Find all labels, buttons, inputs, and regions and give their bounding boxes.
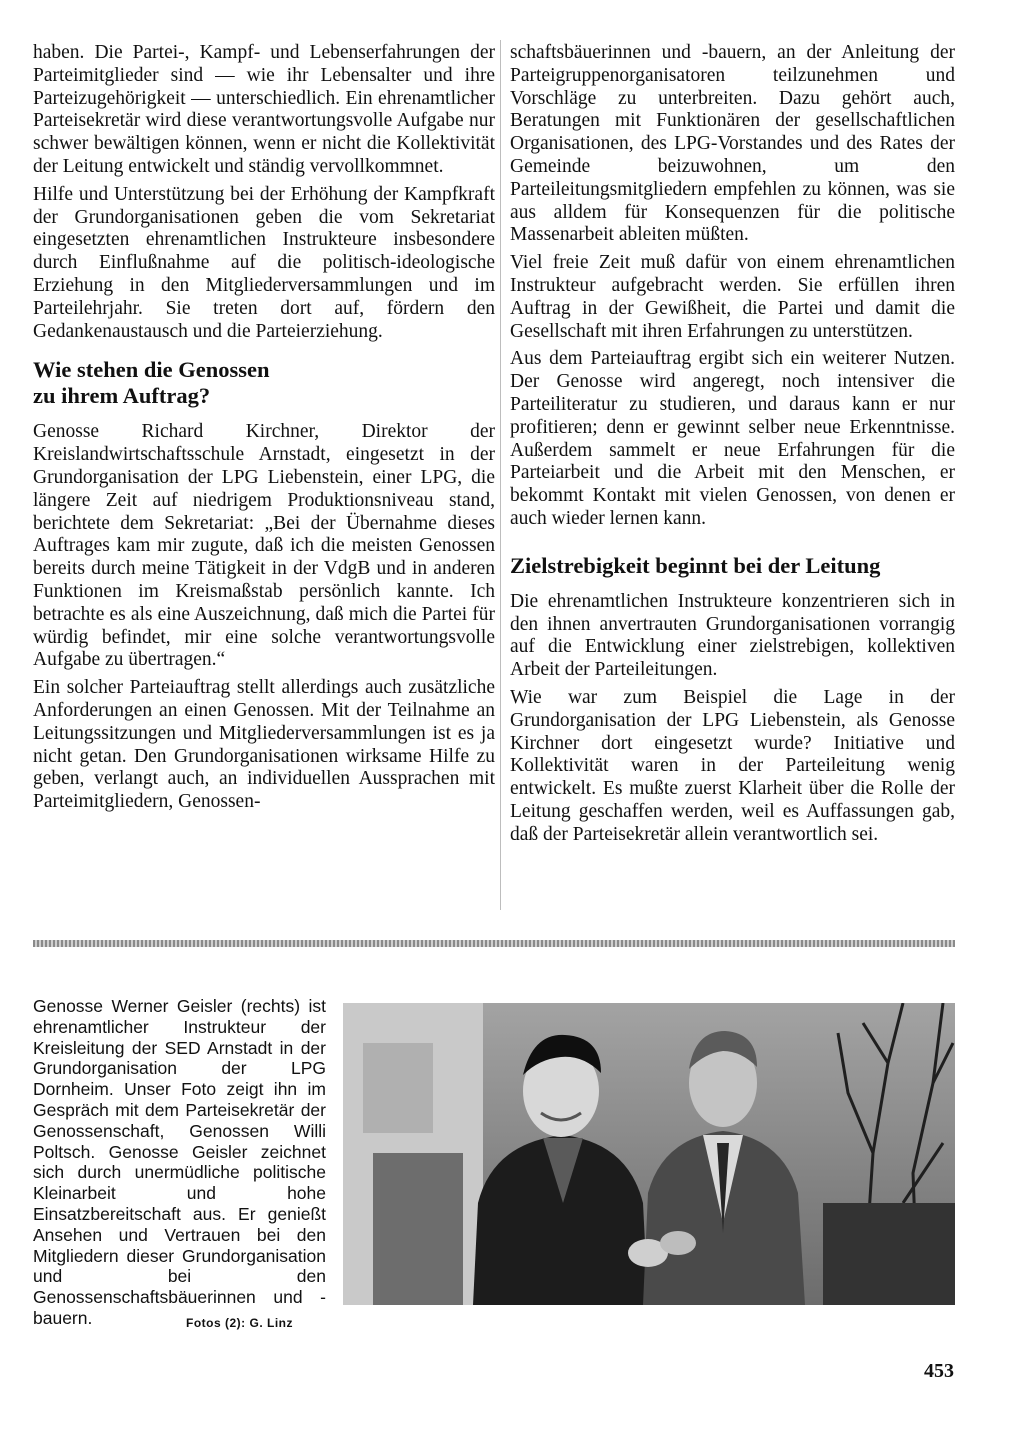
- paragraph: Genosse Richard Kirchner, Direktor der Kreislandwirtschaftsschule Arnstadt, eingesetzt in der Grundorganisation der LPG Liebenstein, einer LPG, die längere Zeit auf niedrigem Produktionsniveau stand, berichtete dem Sekretariat: „Bei der Übernahme dieses Auftrages kam mir zugute, daß ich die meisten Genossen bereits durch meine Tätigkeit in der VdgB und in anderen Funktionen im Kreismaßstab persönlich kannte. Ich betrachte es als eine Auszeichnung, daß mich die Partei für würdig befindet, mir eine solche verantwortungsvolle Aufgabe zu übertragen.“: [33, 421, 495, 671]
- halftone-separator-rule: [33, 940, 955, 947]
- paragraph: Viel freie Zeit muß dafür von einem ehrenamtlichen Instrukteur aufgebracht werden. Sie erfüllen ihren Auftrag in der Gewißheit, die Partei und damit die Gesellschaft mit ihren Erfahrungen zu unterstützen.: [510, 252, 955, 342]
- paragraph: haben. Die Partei-, Kampf- und Lebenserfahrungen der Parteimitglieder sind — wie ihr Lebensalter und ihre Parteizugehörigkeit — unterschiedlich. Ein ehrenamtlicher Parteisekretär wird diese verantwortungsvolle Aufgabe nur schwer bewältigen können, wenn er nicht die Kollektivität der Leitung entwickelt und ständig vervollkommnet.: [33, 42, 495, 177]
- paragraph: Die ehrenamtlichen Instrukteure konzentrieren sich in den ihnen anvertrauten Grundorganisationen vorrangig auf die Entwicklung einer zielstrebigen, kollektiven Arbeit der Parteileitungen.: [510, 590, 955, 681]
- section-heading: [33, 357, 495, 409]
- photo-two-men-talking: [343, 1003, 955, 1305]
- right-column: [510, 42, 955, 852]
- section-heading-line: Wie stehen die Genossen: [33, 357, 270, 383]
- paragraph: Aus dem Parteiauftrag ergibt sich ein weiterer Nutzen. Der Genosse wird angeregt, noch intensiver die Parteiliteratur zu studieren, und daraus kann er nur profitieren; denn er gewinnt selber neue Erkenntnisse. Außerdem sammelt er neue Erfahrungen für die Parteiarbeit und die Arbeit mit den Menschen, er bekommt Kontakt mit vielen Genossen, von denen er auch wieder lernen kann.: [510, 348, 955, 529]
- paragraph: schaftsbäuerinnen und -bauern, an der Anleitung der Parteigruppenorganisatoren teilzunehmen und Vorschläge zu unterbreiten. Dazu gehört auch, Beratungen mit Funktionären der gesellschaftlichen Organisationen, des LPG-Vorstandes und des Rates der Gemeinde beizuwohnen, um den Parteileitungsmitgliedern empfehlen zu können, was sie aus alldem für Konsequenzen für die politische Massenarbeit ableiten müßten.: [510, 42, 955, 246]
- section-heading: Zielstrebigkeit beginnt bei der Leitung: [510, 552, 881, 578]
- photo-caption: Genosse Werner Geisler (rechts) ist ehrenamtlicher Instrukteur der Kreisleitung der SED Arnstadt in der Grundorganisation der LPG Dornheim. Unser Foto zeigt ihn im Gespräch mit dem Parteisekretär der Genossenschaft, Genossen Willi Poltsch. Genosse Geisler zeichnet sich durch unermüdliche politische Kleinarbeit und hohe Einsatzbereitschaft aus. Er genießt Ansehen und Vertrauen bei den Mitgliedern dieser Grundorganisation und bei den Genossenschaftsbäuerinnen und -bauern.: [33, 996, 326, 1328]
- paragraph: Ein solcher Parteiauftrag stellt allerdings auch zusätzliche Anforderungen an einen Genossen. Mit der Teilnahme an Leitungssitzungen und Mitgliederversammlungen ist es ja nicht getan. Den Grundorganisationen wirksame Hilfe zu geben, verlangt auch, an individuellen Aussprachen mit Parteimitgliedern, Genossen-: [33, 677, 495, 813]
- left-column: [33, 42, 495, 819]
- section-heading-line: zu ihrem Auftrag?: [33, 383, 211, 409]
- column-divider: [500, 40, 501, 910]
- photo-credit: Fotos (2): G. Linz: [186, 1316, 293, 1330]
- paragraph: Hilfe und Unterstützung bei der Erhöhung der Kampfkraft der Grundorganisationen geben die vom Sekretariat eingesetzten ehrenamtlichen Instrukteure insbesondere durch Einflußnahme auf die politisch-ideologische Erziehung in den Mitgliederversammlungen und im Parteilehrjahr. Sie treten dort auf, fördern den Gedankenaustausch und die Parteierziehung.: [33, 183, 495, 342]
- page-number: 453: [924, 1360, 954, 1382]
- paragraph: Wie war zum Beispiel die Lage in der Grundorganisation der LPG Liebenstein, als Genosse Kirchner dort eingesetzt wurde? Initiative und Kollektivität waren in der Parteileitung wenig entwickelt. Es mußte zuerst Klarheit über die Rolle der Leitung geschaffen werden, weil es Auffassungen gab, daß der Parteisekretär allein verantwortlich sei.: [510, 686, 955, 845]
- photo: [343, 1003, 955, 1305]
